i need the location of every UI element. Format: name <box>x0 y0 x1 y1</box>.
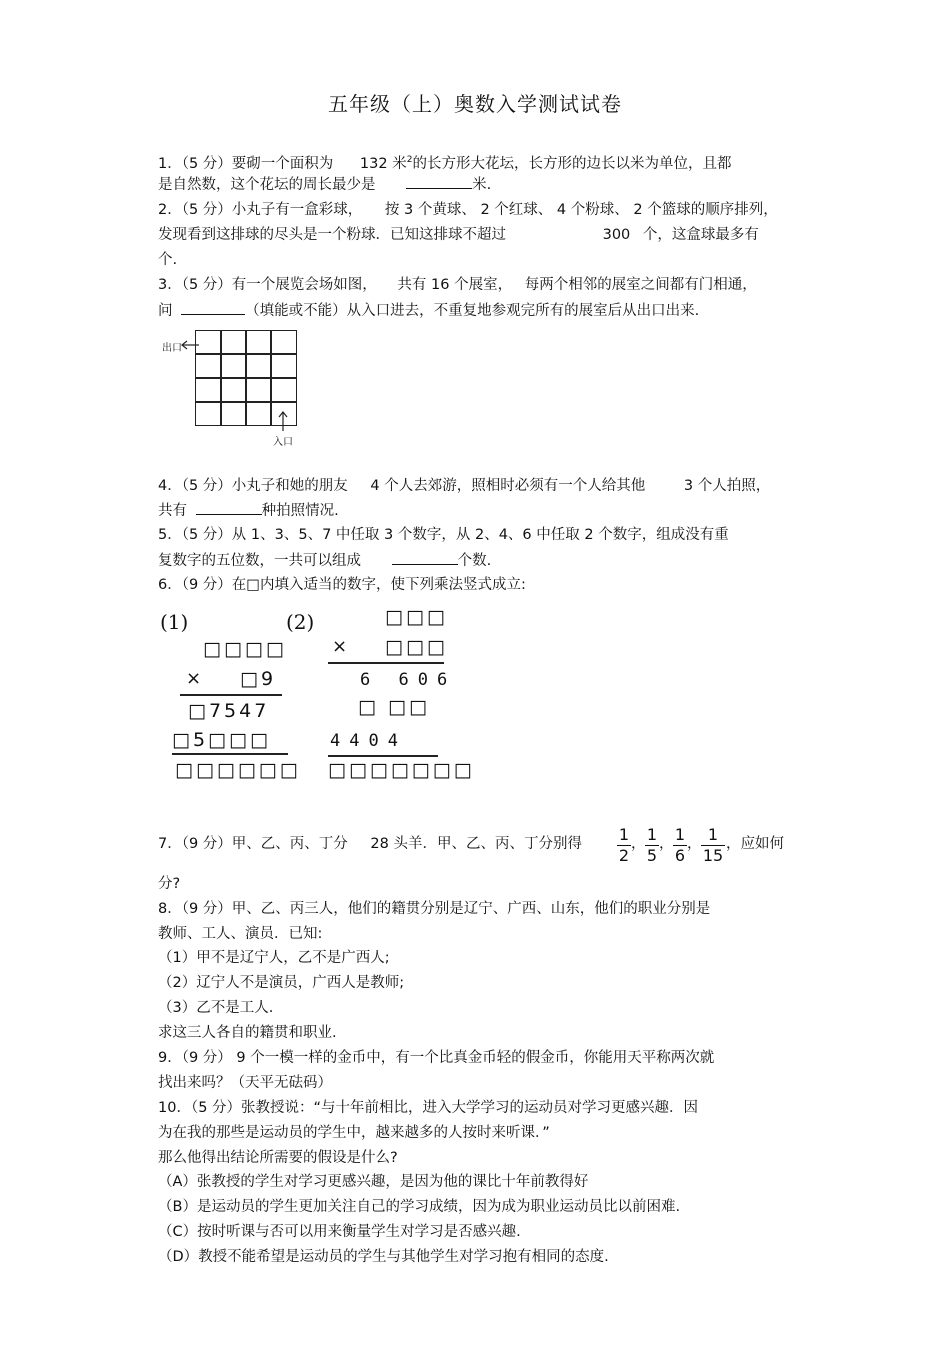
q1-area-value: 132 米 <box>359 155 407 172</box>
grid-line <box>196 377 296 379</box>
q9-line-1: 9．（9 分） 9 个一模一样的金币中，有一个比真金币轻的假金币，你能用天平称两次就 <box>158 1050 715 1066</box>
q3-line-1 <box>158 275 757 295</box>
q1-unit: 米. <box>472 177 492 193</box>
puzzle-1-times-sign: × <box>186 668 202 689</box>
fraction-denominator: 5 <box>646 846 658 865</box>
q6-line-1: 6．（9 分）在□内填入适当的数字，使下列乘法竖式成立: <box>158 577 526 593</box>
q2-limit-value: 300 <box>602 227 631 243</box>
q7-fraction-2 <box>645 826 659 865</box>
grid-line <box>196 353 296 355</box>
puzzle-1-rule-1 <box>180 694 282 696</box>
q7-fraction-4 <box>701 826 725 865</box>
q3-text-d: 问 <box>158 303 173 319</box>
puzzle-2-multiplier: □□□ <box>385 636 448 658</box>
puzzle-2-partial-2: □ □□ <box>358 696 430 718</box>
fraction-denominator: 6 <box>674 846 686 865</box>
exit-arrow-icon <box>180 339 200 351</box>
puzzle-2-partial-1: 6 606 <box>360 670 457 690</box>
fraction-denominator: 2 <box>618 846 630 865</box>
q3-line-2 <box>158 300 699 321</box>
q2-text-c: 发现看到这排球的尽头是一个粉球．已知这排球不超过 <box>158 227 506 243</box>
q1-area-exponent: 2 <box>406 155 413 165</box>
q7-text-c: ，应如何 <box>726 836 784 852</box>
q4-text-d: 共有 <box>158 503 187 519</box>
q4-line-2 <box>158 500 339 521</box>
q7-text-b: 28 头羊．甲、乙、丙、丁分别得 <box>370 836 582 852</box>
q4-text-c: 3 个人拍照， <box>683 478 771 494</box>
q10-line-1: 10．（5 分）张教授说：“与十年前相比，进入大学学习的运动员对学习更感兴趣．因 <box>158 1100 699 1116</box>
grid-line <box>196 401 296 403</box>
entry-label: 入口 <box>273 437 293 448</box>
q4-text-b: 4 个人去郊游，照相时必须有一个人给其他 <box>370 478 646 494</box>
q7-separator: ， <box>659 836 674 852</box>
fraction-numerator: 1 <box>674 825 686 844</box>
q10-line-2: 为在我的那些是运动员的学生中，越来越多的人按时来听课．” <box>158 1125 550 1141</box>
q8-line-5: （3）乙不是工人. <box>158 1000 274 1016</box>
puzzle-2-multiplicand: □□□ <box>385 606 448 628</box>
puzzle-1-partial-2: □5□□□ <box>172 729 271 751</box>
q2-text-b: 按 3 个黄球、 2 个红球、 4 个粉球、 2 个篮球的顺序排列， <box>384 202 778 218</box>
puzzle-1-product: □□□□□□ <box>175 759 301 781</box>
puzzle-2-product: □□□□□□□ <box>328 759 475 781</box>
q8-line-3: （1）甲不是辽宁人，乙不是广西人; <box>158 950 390 966</box>
puzzle-2-rule-2 <box>328 755 438 757</box>
fraction-denominator: 15 <box>702 846 724 865</box>
q1-text-c: 的长方形大花坛，长方形的边长以米为单位，且都 <box>412 155 732 172</box>
puzzle-1-multiplicand: □□□□ <box>203 638 287 660</box>
q4-text-e: 种拍照情况. <box>261 503 339 519</box>
q3-answer-blank[interactable] <box>181 300 245 315</box>
q5-line-1: 5．（5 分）从 1、3、5、7 中任取 3 个数字，从 2、4、6 中任取 2 个数字，组成没有重 <box>158 527 729 543</box>
q2-line-2 <box>158 225 759 245</box>
q5-text-b: 个数. <box>457 553 492 569</box>
q7-line-1 <box>158 834 582 854</box>
q3-text-a: 3．（5 分）有一个展览会场如图， <box>158 277 377 293</box>
q7-fraction-1 <box>617 826 631 865</box>
puzzle-2-partial-3: 4404 <box>330 731 407 751</box>
q7-fraction-3 <box>673 826 687 865</box>
puzzle-1-rule-2 <box>172 753 288 755</box>
puzzle-2-times-sign: × <box>332 636 348 657</box>
puzzle-1-multiplier: □9 <box>240 668 277 690</box>
fraction-numerator: 1 <box>707 825 719 844</box>
q5-line-2 <box>158 550 491 571</box>
q5-text-a: 复数字的五位数，一共可以组成 <box>158 553 361 569</box>
q2-text-d: 个，这盒球最多有 <box>642 227 759 243</box>
q10-option-b: （B）是运动员的学生更加关注自己的学习成绩，因为成为职业运动员比以前困难. <box>158 1199 681 1215</box>
q2-line-3: 个. <box>158 252 178 268</box>
exit-label: 出口 <box>162 343 182 354</box>
q8-line-4: （2）辽宁人不是演员，广西人是教师; <box>158 975 405 991</box>
fraction-numerator: 1 <box>618 825 630 844</box>
puzzle-2-label: (2) <box>286 610 315 634</box>
q7-separator: ， <box>687 836 702 852</box>
q1-text-a: 1．（5 分）要砌一个面积为 <box>158 155 334 172</box>
q3-text-c: 每两个相邻的展室之间都有门相通， <box>524 277 757 293</box>
q4-line-1 <box>158 476 770 496</box>
q1-line-1 <box>158 150 731 174</box>
q7-separator: ， <box>631 836 646 852</box>
page-title: 五年级（上）奥数入学测试试卷 <box>328 92 622 116</box>
q2-text-a: 2．（5 分）小丸子有一盒彩球， <box>158 202 363 218</box>
q4-answer-blank[interactable] <box>196 500 262 515</box>
q7-text-a: 7．（9 分）甲、乙、丙、丁分 <box>158 836 348 852</box>
q3-text-b: 共有 16 个展室， <box>397 277 513 293</box>
q1-text-d: 是自然数，这个花坛的周长最少是 <box>158 177 376 193</box>
q10-line-3: 那么他得出结论所需要的假设是什么? <box>158 1150 398 1166</box>
q1-line-2 <box>158 174 491 195</box>
q7-line-2: 分? <box>158 876 181 892</box>
q8-line-1: 8．（9 分）甲、乙、丙三人，他们的籍贯分别是辽宁、广西、山东，他们的职业分别是 <box>158 901 711 917</box>
entry-arrow-icon <box>277 410 289 432</box>
puzzle-1-label: (1) <box>160 610 189 634</box>
puzzle-1-partial-1: □7547 <box>188 700 270 722</box>
q5-answer-blank[interactable] <box>392 550 458 565</box>
q1-answer-blank[interactable] <box>406 174 472 189</box>
q2-line-1 <box>158 200 778 220</box>
q4-text-a: 4．（5 分）小丸子和她的朋友 <box>158 478 348 494</box>
q8-line-6: 求这三人各自的籍贯和职业. <box>158 1025 337 1041</box>
q3-text-e: （填能或不能）从入口进去，不重复地参观完所有的展室后从出口出来. <box>245 303 700 319</box>
q8-line-2: 教师、工人、演员．已知: <box>158 926 323 942</box>
puzzle-2-rule-1 <box>328 662 444 664</box>
q10-option-d: （D）教授不能希望是运动员的学生与其他学生对学习抱有相同的态度. <box>158 1249 609 1265</box>
fraction-numerator: 1 <box>646 825 658 844</box>
q10-option-c: （C）按时听课与否可以用来衡量学生对学习是否感兴趣. <box>158 1224 521 1240</box>
q9-line-2: 找出来吗？（天平无砝码） <box>158 1075 332 1091</box>
q10-option-a: （A）张教授的学生对学习更感兴趣，是因为他的课比十年前教得好 <box>158 1174 589 1190</box>
